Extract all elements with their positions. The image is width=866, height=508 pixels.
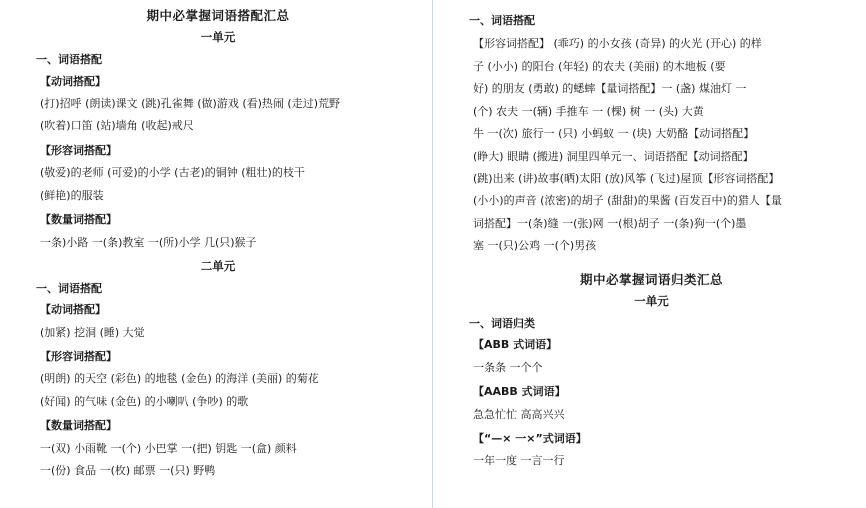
paragraph: (好闻) 的气味 (金色) 的小喇叭 (争吵) 的歌 [40,394,249,408]
paragraph: 牛 一(次) 旅行一 (只) 小蚂蚁 一 (块) 大奶酪【动词搭配】 [473,127,755,141]
sub-heading-quantifier-collocation: 【数量词搭配】 [40,213,117,227]
right-column [433,0,866,508]
paragraph: (加紧) 挖洞 (睡) 大觉 [40,325,145,339]
document-title-left: 期中必掌握词语搭配汇总 [146,8,290,23]
paragraph: (敬爱)的老师 (可爱)的小学 (古老)的铜钟 (粗壮)的枝干 [40,166,305,180]
sub-heading-abb-words: 【ABB 式词语】 [473,338,558,352]
section-heading-word-collocation: 一、词语搭配 [36,53,102,67]
paragraph: (明朗) 的天空 (彩色) 的地毯 (金色) 的海洋 (美丽) 的菊花 [40,372,319,386]
paragraph: (吹着)口笛 (站)墙角 (收起)戒尺 [40,119,194,133]
sub-heading-aabb-words: 【AABB 式词语】 [473,385,566,399]
document-title-right: 期中必掌握词语归类汇总 [579,271,723,287]
paragraph: 一(份) 食品 一(枚) 邮票 一(只) 野鸭 [40,464,216,478]
paragraph: (打)招呼 (朗读)课文 (跳)孔雀舞 (做)游戏 (看)热闹 (走过)荒野 [40,96,340,110]
paragraph: (鲜艳)的服装 [40,188,104,202]
paragraph: 一(双) 小雨靴 一(个) 小巴掌 一(把) 钥匙 一(盒) 颜料 [40,441,297,455]
paragraph: (小小)的声音 (浓密)的胡子 (甜甜)的果酱 (百发百中)的猎人【量 [473,194,782,208]
paragraph: (跳)出来 (讲)故事(晒)太阳 (放)风筝 (飞过)屋顶【形容词搭配】 [473,172,780,186]
paragraph: 塞 一(只)公鸡 一(个)男孩 [473,239,597,253]
paragraph: 一条条 一个个 [473,360,543,374]
section-heading-word-classification: 一、词语归类 [469,316,535,330]
paragraph: 词搭配】一(条)缝 一(张)网 一(根)胡子 一(条)狗一(个)墨 [473,216,747,230]
sub-heading-verb-collocation-2: 【动词搭配】 [40,303,106,317]
paragraph: 子 (小小) 的阳台 (年轻) 的农夫 (美丽) 的木地板 (要 [473,59,726,73]
sub-heading-yi-x-yi-x-words: 【“—× 一×”式词语】 [473,432,587,445]
section-heading-word-collocation-2: 一、词语搭配 [36,281,102,295]
section-spacer [459,258,844,270]
section-heading-word-collocation-right: 一、词语搭配 [469,14,535,27]
unit-title-unit1-right: 一单元 [634,294,669,309]
unit-title-unit2: 二单元 [200,258,236,273]
paragraph: 一条)小路 一(条)教室 一(所)小学 几(只)猴子 [40,235,257,249]
paragraph: 一年一度 一言一行 [473,454,565,468]
unit-title-unit1: 一单元 [200,30,236,45]
paragraph: 【形容词搭配】 (乖巧) 的小女孩 (奇异) 的火光 (开心) 的样 [473,37,762,51]
paragraph: 好) 的朋友 (勇敢) 的蟋蟀【量词搭配】一 (盏) 煤油灯 一 [473,82,747,96]
sub-heading-adjective-collocation-2: 【形容词搭配】 [40,350,117,364]
paragraph: (个) 农夫 一(辆) 手推车 一 (棵) 树 一 (头) 大黄 [473,104,704,118]
paragraph: (睁大) 眼睛 (搬进) 洞里四单元一、词语搭配【动词搭配】 [473,149,754,163]
sub-heading-verb-collocation: 【动词搭配】 [40,74,106,88]
sub-heading-quantifier-collocation-2: 【数量词搭配】 [40,419,117,433]
paragraph: 急急忙忙 高高兴兴 [473,407,565,421]
sub-heading-adjective-collocation: 【形容词搭配】 [40,143,117,157]
